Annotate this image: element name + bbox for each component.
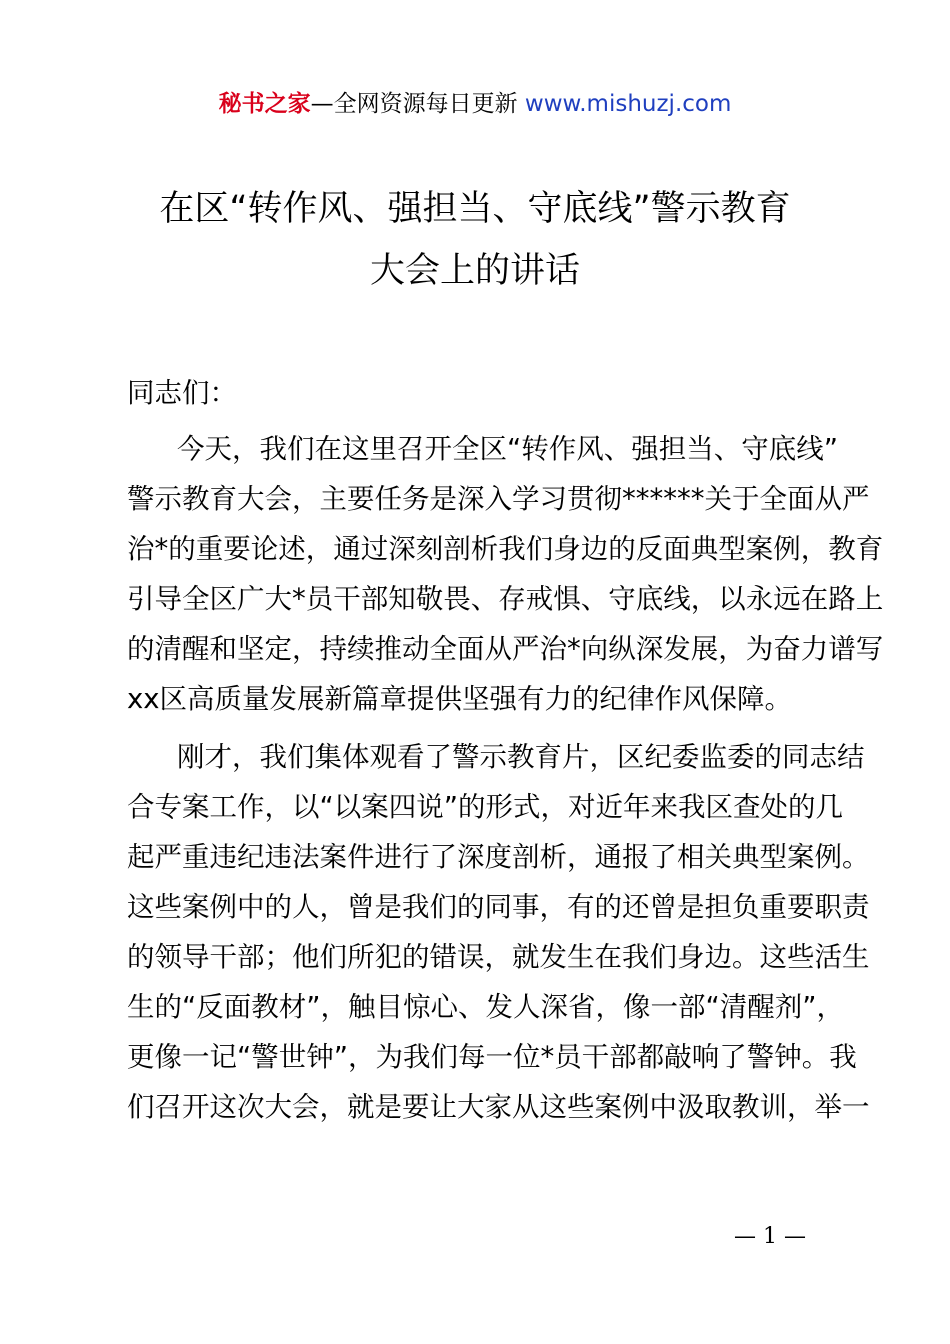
text-line: 更像一记“警世钟”，为我们每一位*员干部都敲响了警钟。我 [127, 1041, 857, 1073]
text-line: 合专案工作，以“以案四说”的形式，对近年来我区查处的几 [127, 791, 843, 823]
title-line-2: 大会上的讲话 [369, 251, 580, 291]
paragraph-2 [127, 732, 870, 1132]
page-number: — 1 — [734, 1224, 806, 1249]
speech-body [127, 368, 884, 1140]
text-line: 刚才，我们集体观看了警示教育片，区纪委监委的同志结 [177, 741, 865, 773]
title-line-1: 在区“转作风、强担当、守底线”警示教育 [159, 189, 791, 229]
text-line: 们召开这次大会，就是要让大家从这些案例中汲取教训，举一 [127, 1091, 870, 1123]
text-line: 的清醒和坚定，持续推动全面从严治*向纵深发展，为奋力谱写 [127, 633, 884, 665]
site-header [0, 86, 950, 122]
paragraph-1 [127, 424, 884, 724]
brand-name: 秘书之家 [218, 91, 311, 117]
text-line: 生的“反面教材”，触目惊心、发人深省，像一部“清醒剂”， [127, 991, 844, 1023]
text-line: 警示教育大会，主要任务是深入学习贯彻******关于全面从严 [127, 483, 870, 515]
text-line: 起严重违纪违法案件进行了深度剖析，通报了相关典型案例。 [127, 841, 870, 873]
text-line: 今天，我们在这里召开全区“转作风、强担当、守底线” [177, 433, 838, 465]
salutation: 同志们： [127, 377, 237, 409]
text-line: xx区高质量发展新篇章提供坚强有力的纪律作风保障。 [127, 683, 793, 715]
text-line: 治*的重要论述，通过深刻剖析我们身边的反面典型案例，教育 [127, 533, 884, 565]
text-line: 引导全区广大*员干部知敬畏、存戒惧、守底线，以永远在路上 [127, 583, 884, 615]
site-url-link[interactable]: www.mishuzj.com [524, 91, 732, 117]
document-title [0, 178, 950, 302]
header-slogan: —全网资源每日更新 [310, 91, 525, 117]
text-line: 的领导干部；他们所犯的错误，就发生在我们身边。这些活生 [127, 941, 870, 973]
text-line: 这些案例中的人，曾是我们的同事，有的还曾是担负重要职责 [127, 891, 870, 923]
